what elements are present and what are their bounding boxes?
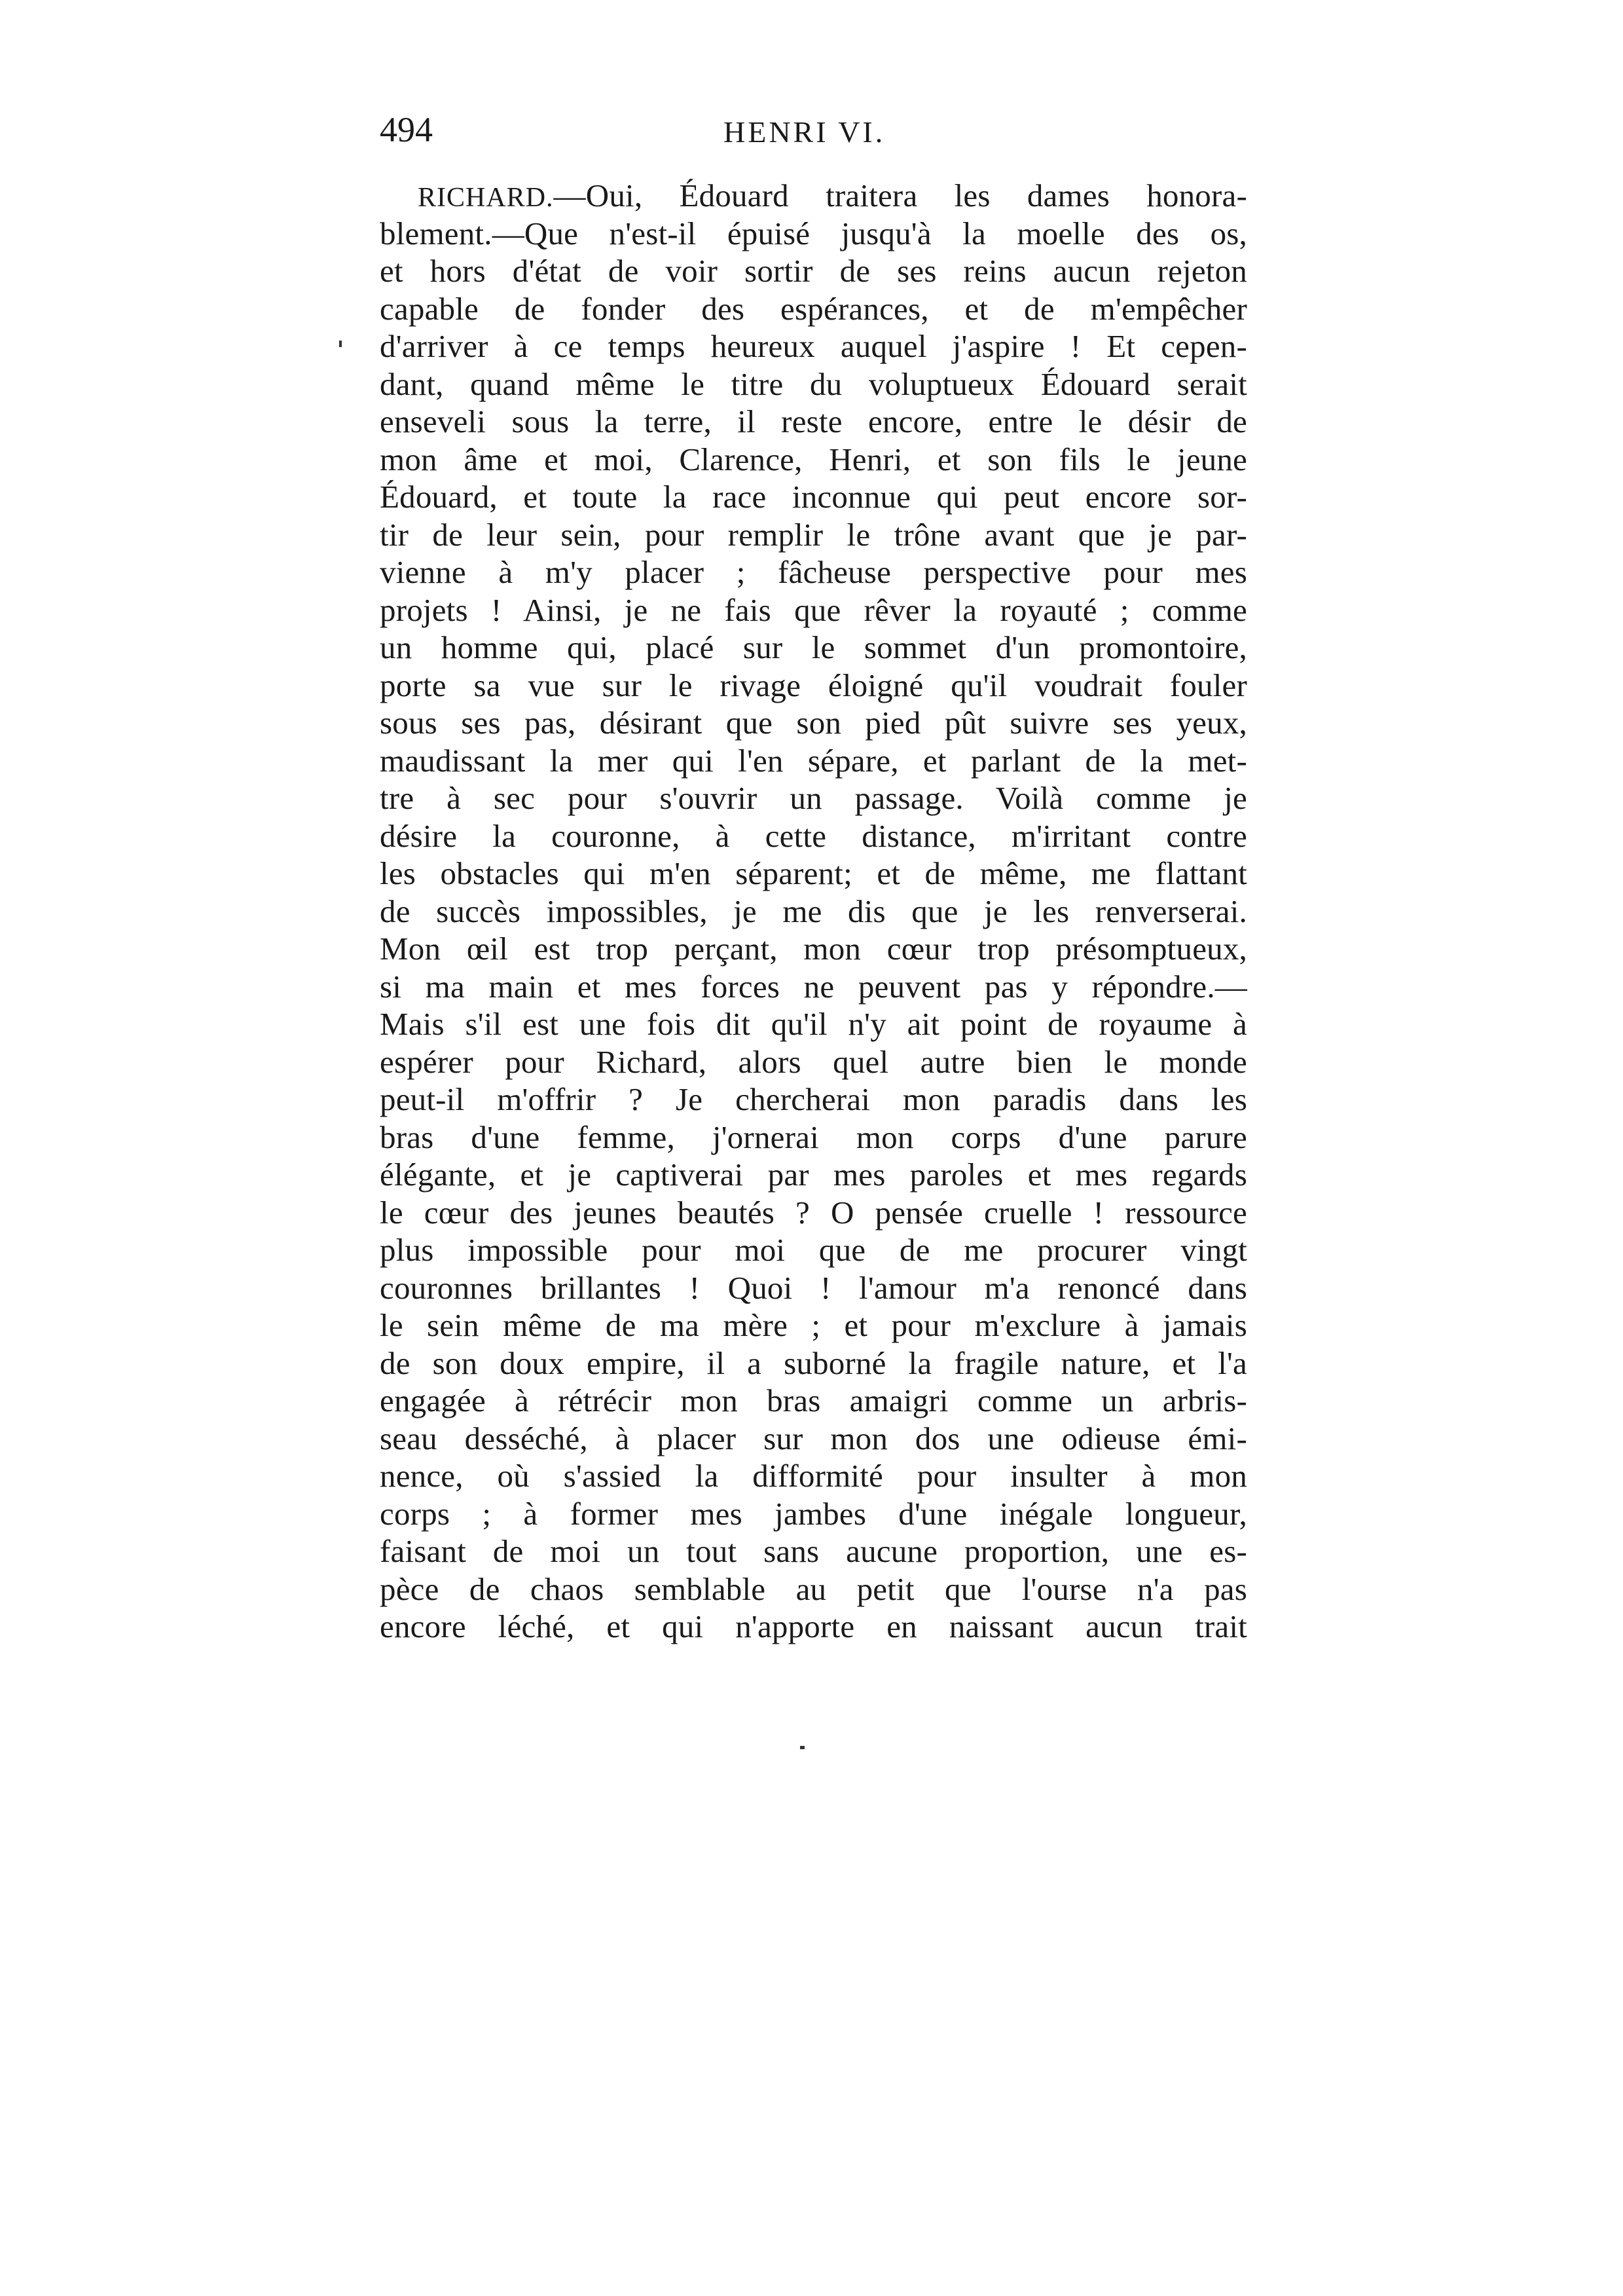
- margin-mark: [339, 341, 342, 347]
- text-line: maudissant la mer qui l'en sépare, et parlant de la met-: [380, 742, 1247, 779]
- text-line: et hors d'état de voir sortir de ses reins aucun rejeton: [380, 253, 1247, 289]
- text-line: engagée à rétrécir mon bras amaigri comme un arbris-: [380, 1382, 1247, 1418]
- text-line: Mon œil est trop perçant, mon cœur trop présomptueux,: [380, 931, 1247, 967]
- text-line: les obstacles qui m'en séparent; et de même, me flattant: [380, 855, 1247, 891]
- text-line: de son doux empire, il a suborné la fragile nature, et l'a: [380, 1344, 1247, 1381]
- text-line: un homme qui, placé sur le sommet d'un promontoire,: [380, 629, 1247, 665]
- text-line: tir de leur sein, pour remplir le trône avant que je par-: [380, 516, 1247, 553]
- text-line: pèce de chaos semblable au petit que l'ourse n'a pas: [380, 1570, 1247, 1607]
- speech-text-block: [380, 177, 1247, 1646]
- text-line: le cœur des jeunes beautés ? O pensée cruelle ! ressource: [380, 1194, 1247, 1231]
- text-line: couronnes brillantes ! Quoi ! l'amour m'a renoncé dans: [380, 1269, 1247, 1306]
- text-line: d'arriver à ce temps heureux auquel j'aspire ! Et cepen-: [380, 328, 1247, 364]
- text-line: dant, quand même le titre du voluptueux Édouard serait: [380, 365, 1247, 402]
- speech-first-line: [380, 177, 1247, 215]
- text-line: capable de fonder des espérances, et de m'empêcher: [380, 290, 1247, 327]
- text-line: de succès impossibles, je me dis que je les renverserai.: [380, 893, 1247, 929]
- text-line: le sein même de ma mère ; et pour m'exclure à jamais: [380, 1307, 1247, 1343]
- text-line: bras d'une femme, j'ornerai mon corps d'une parure: [380, 1119, 1247, 1155]
- text-line: vienne à m'y placer ; fâcheuse perspective pour mes: [380, 554, 1247, 590]
- text-line: tre à sec pour s'ouvrir un passage. Voilà comme je: [380, 780, 1247, 816]
- text-line: corps ; à former mes jambes d'une inégale longueur,: [380, 1495, 1247, 1532]
- text-line: désire la couronne, à cette distance, m'irritant contre: [380, 817, 1247, 854]
- text-line: enseveli sous la terre, il reste encore, entre le désir de: [380, 403, 1247, 439]
- text-line: blement.—Que n'est-il épuisé jusqu'à la moelle des os,: [380, 215, 1247, 251]
- speech-lines: [380, 215, 1247, 1646]
- text-line: porte sa vue sur le rivage éloigné qu'il voudrait fouler: [380, 667, 1247, 703]
- text-line: espérer pour Richard, alors quel autre bien le monde: [380, 1043, 1247, 1080]
- text-line: élégante, et je captiverai par mes paroles et mes regards: [380, 1157, 1247, 1193]
- text-line: faisant de moi un tout sans aucune proportion, une es-: [380, 1533, 1247, 1569]
- text-line: mon âme et moi, Clarence, Henri, et son fils le jeune: [380, 441, 1247, 477]
- running-title: HENRI VI.: [723, 115, 886, 149]
- text-line: seau desséché, à placer sur mon dos une odieuse émi-: [380, 1420, 1247, 1456]
- text-line: nence, où s'assied la difformité pour insulter à mon: [380, 1458, 1247, 1494]
- speech-first-line-text: —Oui, Édouard traitera les dames honora-: [553, 177, 1247, 213]
- text-line: Édouard, et toute la race inconnue qui peut encore sor-: [380, 479, 1247, 515]
- text-line: encore léché, et qui n'apporte en naissant aucun trait: [380, 1608, 1247, 1644]
- speaker-name: RICHARD.: [418, 183, 554, 213]
- bottom-mark: [800, 1746, 805, 1749]
- text-line: Mais s'il est une fois dit qu'il n'y ait point de royaume à: [380, 1006, 1247, 1042]
- text-line: sous ses pas, désirant que son pied pût suivre ses yeux,: [380, 705, 1247, 741]
- page-number: 494: [380, 110, 433, 149]
- text-line: plus impossible pour moi que de me procurer vingt: [380, 1232, 1247, 1268]
- text-line: peut-il m'offrir ? Je chercherai mon paradis dans les: [380, 1081, 1247, 1117]
- text-line: si ma main et mes forces ne peuvent pas y répondre.—: [380, 968, 1247, 1005]
- text-line: projets ! Ainsi, je ne fais que rêver la royauté ; comme: [380, 591, 1247, 628]
